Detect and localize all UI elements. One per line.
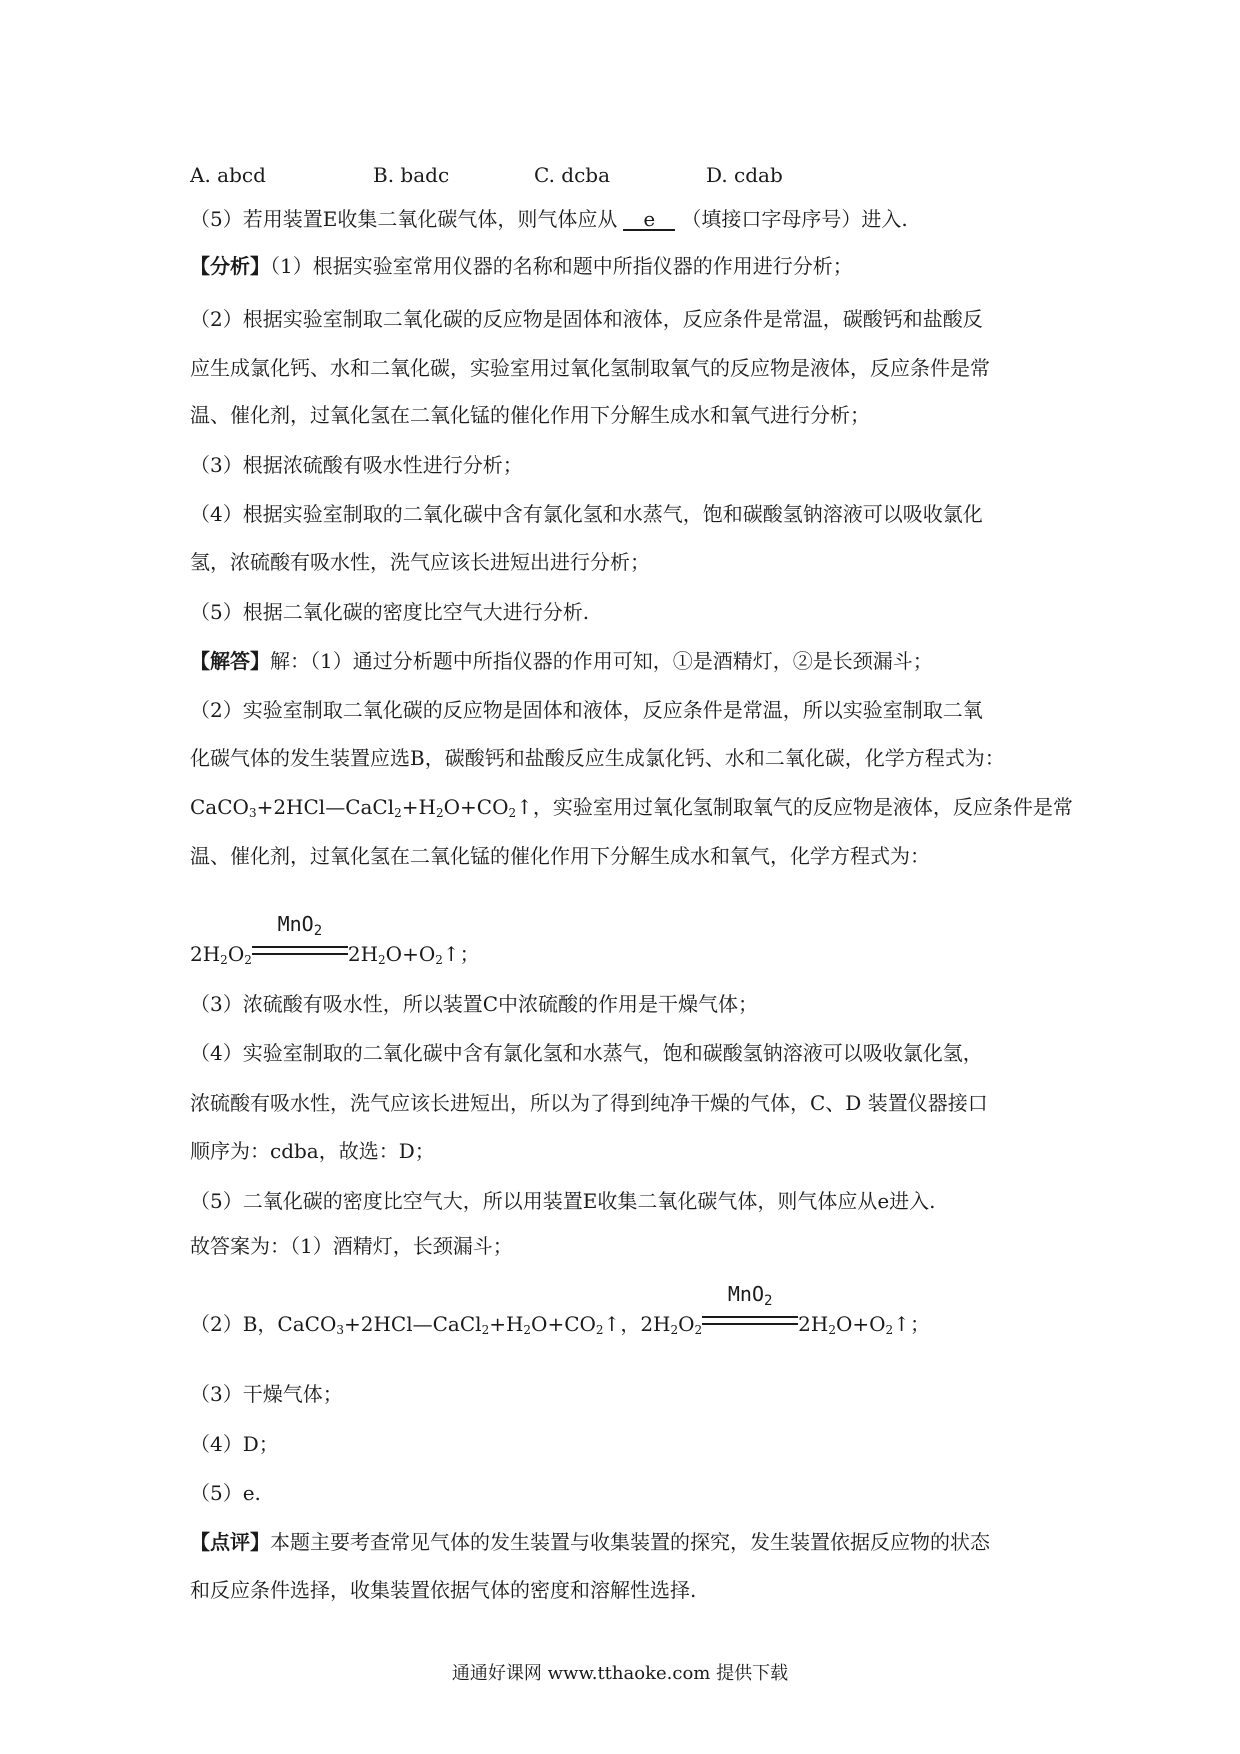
analysis-line-6: （4）根据实验室制取的二氧化碳中含有氯化氢和水蒸气，饱和碳酸氢钠溶液可以吸收氯化 [190, 502, 983, 526]
caco3-equation: $CaCO_3+2HCl—CaCl_2+H_2O+CO_2↑$ [190, 795, 533, 820]
question-5-tail: （填接口字母序号）进入. [681, 207, 908, 231]
answer-blank: e [623, 209, 675, 231]
answer-line-3: 化碳气体的发生装置应选B，碳酸钙和盐酸反应生成氯化钙、水和二氧化碳，化学方程式为： [190, 746, 1005, 770]
review-tag: 【点评】 [190, 1530, 270, 1554]
analysis-line-4: 温、催化剂，过氧化氢在二氧化锰的催化作用下分解生成水和氧气进行分析； [190, 403, 870, 427]
h2o2-equation-1: $2H_2O_2$ MnO$_2$ $2H_2O+O_2↑$； [190, 912, 480, 967]
answer-text-4: ，实验室用过氧化氢制取氧气的反应物是液体，反应条件是常 [532, 795, 1073, 819]
summary-2: （2）B，$CaCO_3+2HCl—CaCl_2+H_2O+CO_2↑$，$2H_2O_2$ MnO$_2$ $2H_2O+O_2↑$； [190, 1282, 930, 1337]
analysis-line-7: 氢，浓硫酸有吸水性，洗气应该长进短出进行分析； [190, 550, 650, 574]
answer-line-1 [190, 647, 933, 675]
answer-line-2: （2）实验室制取二氧化碳的反应物是固体和液体，反应条件是常温，所以实验室制取二氧 [190, 698, 983, 722]
analysis-line-2: （2）根据实验室制取二氧化碳的反应物是固体和液体，反应条件是常温，碳酸钙和盐酸反 [190, 307, 983, 331]
option-b: B. badc [373, 163, 450, 187]
option-d: D. cdab [706, 163, 783, 187]
analysis-text-1: （1）根据实验室常用仪器的名称和题中所指仪器的作用进行分析； [270, 254, 853, 278]
answer-line-11: 故答案为：（1）酒精灯，长颈漏斗； [190, 1234, 513, 1258]
analysis-line-1 [190, 252, 853, 280]
summary-3: （3）干燥气体； [190, 1382, 343, 1406]
summary-4: （4）D； [190, 1432, 279, 1456]
answer-line-5: 温、催化剂，过氧化氢在二氧化锰的催化作用下分解生成水和氧气，化学方程式为： [190, 844, 930, 868]
answer-line-9: 顺序为：cdba，故选：D； [190, 1139, 435, 1163]
analysis-line-8: （5）根据二氧化碳的密度比空气大进行分析. [190, 600, 590, 624]
review-line-2: 和反应条件选择，收集装置依据气体的密度和溶解性选择. [190, 1578, 697, 1602]
analysis-line-3: 应生成氯化钙、水和二氧化碳，实验室用过氧化氢制取氧气的反应物是液体，反应条件是常 [190, 356, 990, 380]
analysis-line-5: （3）根据浓硫酸有吸水性进行分析； [190, 453, 523, 477]
catalyst-arrow: MnO$_2$ [252, 942, 348, 966]
answer-line-6: （3）浓硫酸有吸水性，所以装置C中浓硫酸的作用是干燥气体； [190, 992, 759, 1016]
question-5-text: （5）若用装置E收集二氧化碳气体，则气体应从 [190, 207, 618, 231]
answer-tag: 【解答】 [190, 649, 270, 673]
option-c: C. dcba [534, 163, 611, 187]
answer-line-10: （5）二氧化碳的密度比空气大，所以用装置E收集二氧化碳气体，则气体应从e进入. [190, 1189, 936, 1213]
summary-5: （5）e. [190, 1481, 261, 1505]
review-line-1 [190, 1528, 990, 1556]
question-5 [190, 205, 908, 233]
answer-text-1: 解：（1）通过分析题中所指仪器的作用可知，①是酒精灯，②是长颈漏斗； [270, 649, 933, 673]
answer-line-7: （4）实验室制取的二氧化碳中含有氯化氢和水蒸气，饱和碳酸氢钠溶液可以吸收氯化氢， [190, 1041, 983, 1065]
option-a: A. abcd [190, 163, 266, 187]
answer-line-4 [190, 793, 1073, 827]
answer-line-8: 浓硫酸有吸水性，洗气应该长进短出，所以为了得到纯净干燥的气体，C、D 装置仪器接口 [190, 1091, 988, 1115]
review-text-1: 本题主要考查常见气体的发生装置与收集装置的探究，发生装置依据反应物的状态 [270, 1530, 990, 1554]
catalyst-arrow-2: MnO$_2$ [702, 1312, 798, 1336]
analysis-tag: 【分析】 [190, 254, 270, 278]
footer: 通通好课网 www.tthaoke.com 提供下载 [451, 1663, 789, 1684]
